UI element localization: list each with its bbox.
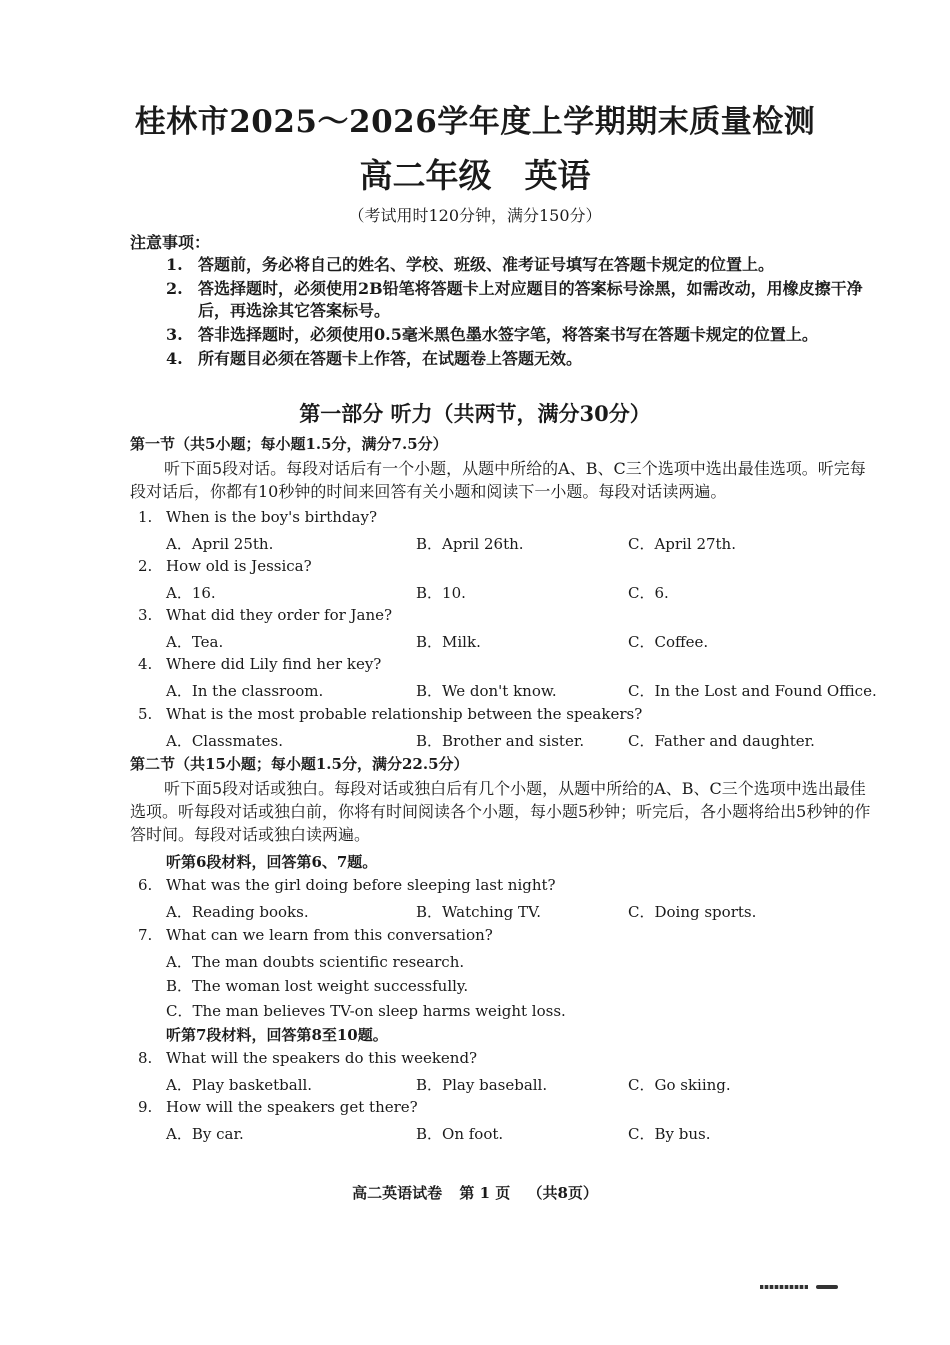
- question-number: 3.: [138, 606, 153, 624]
- question-number: 6.: [138, 876, 153, 894]
- exam-duration: （考试用时120分钟，满分150分）: [348, 206, 602, 225]
- material-6-note: 听第6段材料，回答第6、7题。: [166, 853, 378, 871]
- option-c[interactable]: C．6.: [628, 584, 669, 602]
- question-number: 4.: [138, 655, 153, 673]
- options-row: [166, 680, 886, 702]
- option-b[interactable]: B．April 26th.: [416, 535, 524, 553]
- question-2: [138, 557, 312, 575]
- question-text: What did they order for Jane?: [166, 606, 393, 624]
- section2-heading: 第二节（共15小题；每小题1.5分，满分22.5分）: [130, 755, 469, 773]
- exam-title: 桂林市2025～2026学年度上学期期末质量检测: [134, 104, 816, 140]
- page-footer: [0, 1182, 950, 1203]
- question-4: [138, 655, 381, 673]
- option-c[interactable]: C．Coffee.: [628, 633, 709, 651]
- question-6: [138, 876, 556, 894]
- option-b[interactable]: B．The woman lost weight successfully.: [166, 977, 469, 995]
- notice-item-number: 4.: [166, 349, 183, 368]
- option-b[interactable]: B．Brother and sister.: [416, 732, 585, 750]
- footer-total-pages: （共8页）: [527, 1184, 598, 1202]
- option-b[interactable]: B．We don't know.: [416, 682, 557, 700]
- scan-mark-block: [760, 1285, 808, 1289]
- option-a[interactable]: A．The man doubts scientific research.: [166, 953, 465, 971]
- options-row: [166, 533, 886, 555]
- option-a[interactable]: A．Tea.: [166, 633, 224, 651]
- question-5: [138, 705, 642, 723]
- option-c[interactable]: C．April 27th.: [628, 535, 736, 553]
- option-c[interactable]: C．Doing sports.: [628, 903, 757, 921]
- notice-heading: 注意事项：: [130, 233, 211, 252]
- options-row: [166, 901, 886, 923]
- question-number: 8.: [138, 1049, 153, 1067]
- section1-heading: 第一节（共5小题；每小题1.5分，满分7.5分）: [130, 435, 448, 453]
- question-text: How will the speakers get there?: [166, 1098, 418, 1116]
- option-b[interactable]: B．Milk.: [416, 633, 481, 651]
- question-1: [138, 508, 377, 526]
- options-row: [166, 730, 886, 752]
- section1-instructions: 听下面5段对话。每段对话后有一个小题，从题中所给的A、B、C三个选项中选出最佳选项。听完每段对话后，你都有10秒钟的时间来回答有关小题和阅读下一小题。每段对话读两遍。: [130, 459, 866, 501]
- option-c[interactable]: C．The man believes TV-on sleep harms weight loss.: [166, 1002, 566, 1020]
- notice-list: [166, 254, 886, 372]
- option-c[interactable]: C．In the Lost and Found Office.: [628, 682, 877, 700]
- question-number: 2.: [138, 557, 153, 575]
- question-number: 9.: [138, 1098, 153, 1116]
- question-3: [138, 606, 392, 624]
- section2-instructions: 听下面5段对话或独白。每段对话或独白后有几个小题，从题中所给的A、B、C三个选项中选出最佳选项。听每段对话或独白前，你将有时间阅读各个小题，每小题5秒钟；听完后，各小题将给出5秒钟的作答时间。每段对话或独白读两遍。: [130, 779, 871, 844]
- scan-mark-icon: [760, 1283, 840, 1291]
- option-a[interactable]: A．In the classroom.: [166, 682, 324, 700]
- options-row: [166, 582, 886, 604]
- option-b[interactable]: B．Play baseball.: [416, 1076, 548, 1094]
- notice-item: [166, 348, 886, 370]
- question-9: [138, 1098, 418, 1116]
- option-b[interactable]: B．10.: [416, 584, 466, 602]
- notice-item-number: 1.: [166, 255, 183, 274]
- options-row: [166, 1123, 886, 1145]
- options-row: [166, 1074, 886, 1096]
- question-text: Where did Lily find her key?: [166, 655, 382, 673]
- question-text: What can we learn from this conversation?: [166, 926, 493, 944]
- option-b[interactable]: B．On foot.: [416, 1125, 504, 1143]
- option-c[interactable]: C．Go skiing.: [628, 1076, 731, 1094]
- option-c[interactable]: C．Father and daughter.: [628, 732, 815, 750]
- question-text: What is the most probable relationship between the speakers?: [166, 705, 643, 723]
- option-a[interactable]: A．Classmates.: [166, 732, 283, 750]
- notice-item-number: 2.: [166, 279, 183, 298]
- exam-subtitle: 高二年级 英语: [359, 156, 591, 195]
- notice-item: [166, 254, 886, 276]
- notice-item: [166, 278, 886, 322]
- part1-heading: 第一部分 听力（共两节，满分30分）: [299, 401, 651, 426]
- question-text: What will the speakers do this weekend?: [166, 1049, 478, 1067]
- footer-page-number: 第 1 页: [459, 1184, 511, 1202]
- question-number: 7.: [138, 926, 153, 944]
- question-text: How old is Jessica?: [166, 557, 312, 575]
- question-number: 1.: [138, 508, 153, 526]
- footer-subject: 高二英语试卷: [352, 1184, 443, 1202]
- notice-item-text: 答题前，务必将自己的姓名、学校、班级、准考证号填写在答题卡规定的位置上。: [198, 255, 775, 274]
- question-7: [138, 926, 493, 944]
- notice-item-number: 3.: [166, 325, 183, 344]
- scan-mark-bar: [816, 1285, 838, 1289]
- option-a[interactable]: A．Play basketball.: [166, 1076, 313, 1094]
- notice-item-text: 答选择题时，必须使用2B铅笔将答题卡上对应题目的答案标号涂黑，如需改动，用橡皮擦干净后，再选涂其它答案标号。: [198, 279, 863, 320]
- option-a[interactable]: A．Reading books.: [166, 903, 309, 921]
- notice-item: [166, 324, 886, 346]
- material-7-note: 听第7段材料，回答第8至10题。: [166, 1026, 388, 1044]
- question-text: When is the boy's birthday?: [166, 508, 377, 526]
- question-text: What was the girl doing before sleeping last night?: [166, 876, 556, 894]
- notice-item-text: 答非选择题时，必须使用0.5毫米黑色墨水签字笔，将答案书写在答题卡规定的位置上。: [198, 325, 818, 344]
- option-b[interactable]: B．Watching TV.: [416, 903, 541, 921]
- question-8: [138, 1049, 477, 1067]
- option-a[interactable]: A．16.: [166, 584, 216, 602]
- option-c[interactable]: C．By bus.: [628, 1125, 711, 1143]
- option-a[interactable]: A．April 25th.: [166, 535, 274, 553]
- question-number: 5.: [138, 705, 153, 723]
- option-a[interactable]: A．By car.: [166, 1125, 244, 1143]
- options-row: [166, 631, 886, 653]
- notice-item-text: 所有题目必须在答题卡上作答，在试题卷上答题无效。: [198, 349, 583, 368]
